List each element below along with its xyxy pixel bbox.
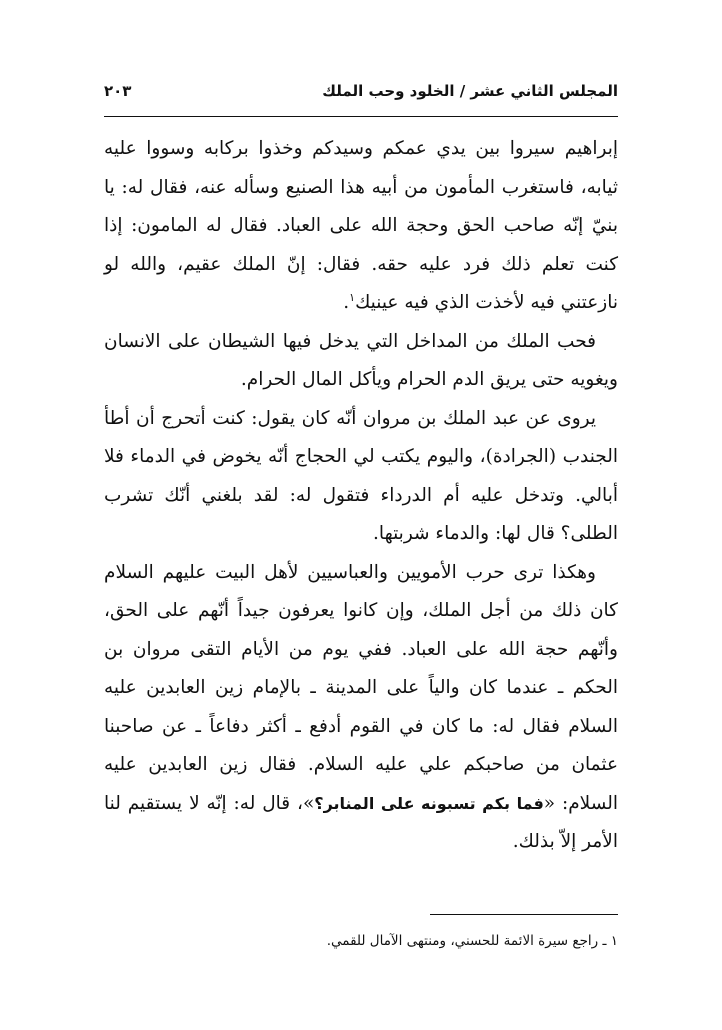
running-title: المجلس الثاني عشر / الخلود وحب الملك <box>322 82 618 100</box>
bold-quote: فما بكم تسبونه على المنابر؟ <box>314 793 544 813</box>
page-header <box>104 74 618 108</box>
footnote-divider <box>430 914 618 915</box>
footnote-marker: ١ <box>349 290 356 304</box>
footnote <box>104 930 618 952</box>
paragraph-2: فحب الملك من المداخل التي يدخل فيها الشيطان على الانسان ويغويه حتى يريق الدم الحرام ويأكل المال الحرام. <box>104 330 618 390</box>
paragraph-1: إبراهيم سيروا بين يدي عمكم وسيدكم وخذوا بركابه وسووا عليه ثيابه، فاستغرب المأمون من أبيه هذا الصنيع وسأله عنه، فقال له: يا بنيّ إنّه صاحب الحق وحجة الله على العباد. فقال له المامون: إذا كنت تعلم ذلك فرد عليه حقه. فقال: إنّ الملك عقيم، والله لو نازعتني فيه لأخذت الذي فيه عينيك$^١$. <box>104 138 618 313</box>
paragraph-4: وهكذا ترى حرب الأمويين والعباسيين لأهل البيت عليهم السلام كان ذلك من أجل الملك، وإن كانوا يعرفون جيداً أنّهم على الحق، وأنّهم حجة الله على العباد. ففي يوم من الأيام التقى مروان بن الحكم ـ عندما كان والياً على المدينة ـ بالإمام زين العابدين عليه السلام فقال له: ما كان في القوم أدفع ـ أكثر دفاعاً ـ عن صاحبنا عثمان من صاحبكم علي عليه السلام. فقال زين العابدين عليه السلام: «فما بكم تسبونه على المنابر؟»، قال له: إنّه لا يستقيم لنا الأمر إلاّ بذلك. <box>104 561 618 852</box>
footnote-text: ـ راجع سيرة الائمة للحسني، ومنتهى الآمال للقمي. <box>326 933 607 949</box>
main-text <box>104 130 618 862</box>
paragraph-3: يروى عن عبد الملك بن مروان أنّه كان يقول: كنت أتحرج أن أطأ الجندب (الجرادة)، واليوم يكتب لي الحجاج أنّه يخوض في الدماء فلا أبالي. وتدخل عليه أم الدرداء فتقول له: لقد بلغني أنّك تشرب الطلى؟ قال لها: والدماء شربتها. <box>104 407 618 544</box>
page-number: ٢٠٣ <box>104 82 132 100</box>
header-divider <box>104 116 618 117</box>
footnote-number: ١ <box>610 933 618 949</box>
